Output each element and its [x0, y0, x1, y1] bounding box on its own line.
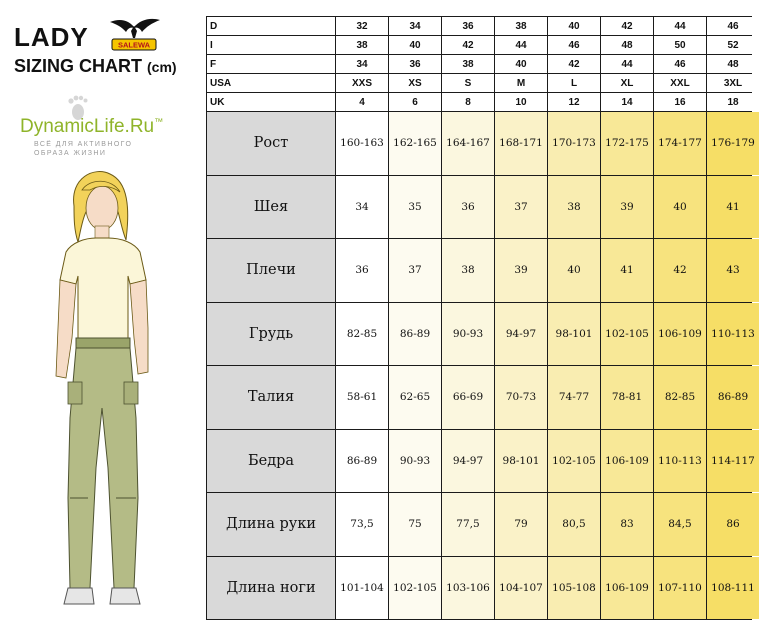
measurement-label: Длина ноги [207, 557, 335, 620]
measurement-value: 168-171 [495, 112, 547, 175]
measurement-value: 172-175 [601, 112, 653, 175]
woman-figure-illustration [42, 168, 164, 620]
measurement-value: 94-97 [442, 430, 494, 493]
size-system-value: 36 [442, 17, 494, 35]
measurement-value: 36 [442, 176, 494, 239]
measurement-value: 82-85 [654, 366, 706, 429]
size-system-value: XXL [654, 74, 706, 92]
measurement-value: 160-163 [336, 112, 388, 175]
measurement-value: 107-110 [654, 557, 706, 620]
size-system-value: 12 [548, 93, 600, 111]
sizing-chart-table [206, 16, 755, 620]
size-system-value: 8 [442, 93, 494, 111]
measurement-value: 82-85 [336, 303, 388, 366]
measurement-value: 102-105 [389, 557, 441, 620]
measurement-value: 110-113 [654, 430, 706, 493]
size-system-value: 34 [336, 55, 388, 73]
measurement-label: Длина руки [207, 493, 335, 556]
measurement-value: 78-81 [601, 366, 653, 429]
measurement-label: Бедра [207, 430, 335, 493]
size-system-value: 10 [495, 93, 547, 111]
measurement-value: 83 [601, 493, 653, 556]
measurement-value: 86-89 [389, 303, 441, 366]
measurement-value: 75 [389, 493, 441, 556]
size-system-value: 48 [707, 55, 759, 73]
size-system-value: 42 [548, 55, 600, 73]
size-system-value: 52 [707, 36, 759, 54]
measurement-value: 66-69 [442, 366, 494, 429]
measurement-value: 164-167 [442, 112, 494, 175]
size-system-value: 3XL [707, 74, 759, 92]
measurement-value: 105-108 [548, 557, 600, 620]
measurement-value: 74-77 [548, 366, 600, 429]
measurement-value: 40 [654, 176, 706, 239]
measurement-value: 101-104 [336, 557, 388, 620]
measurement-value: 36 [336, 239, 388, 302]
measurement-value: 37 [389, 239, 441, 302]
measurement-value: 73,5 [336, 493, 388, 556]
chart-title: LADY [14, 22, 89, 52]
measurement-value: 77,5 [442, 493, 494, 556]
measurement-label: Талия [207, 366, 335, 429]
measurement-value: 86-89 [707, 366, 759, 429]
size-system-label: USA [207, 74, 335, 92]
size-system-value: 46 [707, 17, 759, 35]
unit-label: (cm) [147, 59, 177, 75]
measurement-value: 110-113 [707, 303, 759, 366]
measurement-value: 174-177 [654, 112, 706, 175]
size-system-value: 44 [654, 17, 706, 35]
size-system-value: 40 [389, 36, 441, 54]
size-system-value: 48 [601, 36, 653, 54]
size-system-value: 38 [495, 17, 547, 35]
measurement-value: 104-107 [495, 557, 547, 620]
measurement-label: Рост [207, 112, 335, 175]
measurement-value: 80,5 [548, 493, 600, 556]
size-system-value: S [442, 74, 494, 92]
measurement-value: 84,5 [654, 493, 706, 556]
measurement-label: Шея [207, 176, 335, 239]
watermark-trademark: ™ [154, 116, 164, 127]
subtitle-text: SIZING CHART [14, 56, 142, 76]
size-system-value: 18 [707, 93, 759, 111]
measurement-value: 62-65 [389, 366, 441, 429]
size-system-value: 6 [389, 93, 441, 111]
size-system-value: 16 [654, 93, 706, 111]
measurement-value: 102-105 [548, 430, 600, 493]
measurement-value: 102-105 [601, 303, 653, 366]
size-system-value: 36 [389, 55, 441, 73]
measurement-value: 40 [548, 239, 600, 302]
brand-ribbon-text: SALEWA [117, 40, 151, 50]
measurement-value: 35 [389, 176, 441, 239]
size-system-value: 34 [389, 17, 441, 35]
size-system-value: 38 [442, 55, 494, 73]
chart-subtitle [14, 56, 177, 77]
measurement-value: 39 [601, 176, 653, 239]
measurement-value: 86-89 [336, 430, 388, 493]
size-system-value: 42 [442, 36, 494, 54]
size-system-value: L [548, 74, 600, 92]
measurement-value: 39 [495, 239, 547, 302]
salewa-eagle-logo [104, 14, 164, 54]
measurement-value: 58-61 [336, 366, 388, 429]
measurement-value: 37 [495, 176, 547, 239]
measurement-label: Грудь [207, 303, 335, 366]
measurement-value: 98-101 [495, 430, 547, 493]
size-system-value: XXS [336, 74, 388, 92]
measurement-value: 70-73 [495, 366, 547, 429]
size-system-value: 32 [336, 17, 388, 35]
measurement-value: 86 [707, 493, 759, 556]
size-system-value: XL [601, 74, 653, 92]
size-system-label: UK [207, 93, 335, 111]
measurement-value: 106-109 [654, 303, 706, 366]
measurement-value: 41 [601, 239, 653, 302]
size-system-label: D [207, 17, 335, 35]
measurement-value: 38 [442, 239, 494, 302]
measurement-value: 106-109 [601, 430, 653, 493]
measurement-value: 176-179 [707, 112, 759, 175]
size-system-label: F [207, 55, 335, 73]
measurement-value: 42 [654, 239, 706, 302]
measurement-value: 162-165 [389, 112, 441, 175]
measurement-value: 106-109 [601, 557, 653, 620]
measurement-value: 43 [707, 239, 759, 302]
size-system-value: 44 [495, 36, 547, 54]
measurement-value: 108-111 [707, 557, 759, 620]
measurement-value: 38 [548, 176, 600, 239]
measurement-value: 170-173 [548, 112, 600, 175]
size-system-value: 46 [548, 36, 600, 54]
measurement-value: 103-106 [442, 557, 494, 620]
measurement-value: 90-93 [389, 430, 441, 493]
measurement-value: 98-101 [548, 303, 600, 366]
measurement-value: 41 [707, 176, 759, 239]
size-system-label: I [207, 36, 335, 54]
size-system-value: XS [389, 74, 441, 92]
measurement-label: Плечи [207, 239, 335, 302]
size-system-value: 40 [495, 55, 547, 73]
watermark-tagline: ВСЁ ДЛЯ АКТИВНОГО ОБРАЗА ЖИЗНИ [34, 141, 133, 157]
size-system-value: 42 [601, 17, 653, 35]
size-system-value: 44 [601, 55, 653, 73]
size-system-value: M [495, 74, 547, 92]
size-system-value: 4 [336, 93, 388, 111]
size-system-value: 46 [654, 55, 706, 73]
measurement-value: 79 [495, 493, 547, 556]
measurement-value: 94-97 [495, 303, 547, 366]
size-system-value: 40 [548, 17, 600, 35]
dynamiclife-watermark [20, 116, 163, 138]
measurement-value: 114-117 [707, 430, 759, 493]
size-system-value: 50 [654, 36, 706, 54]
size-system-value: 38 [336, 36, 388, 54]
watermark-name: DynamicLife.Ru [20, 116, 155, 137]
size-system-value: 14 [601, 93, 653, 111]
measurement-value: 34 [336, 176, 388, 239]
measurement-value: 90-93 [442, 303, 494, 366]
